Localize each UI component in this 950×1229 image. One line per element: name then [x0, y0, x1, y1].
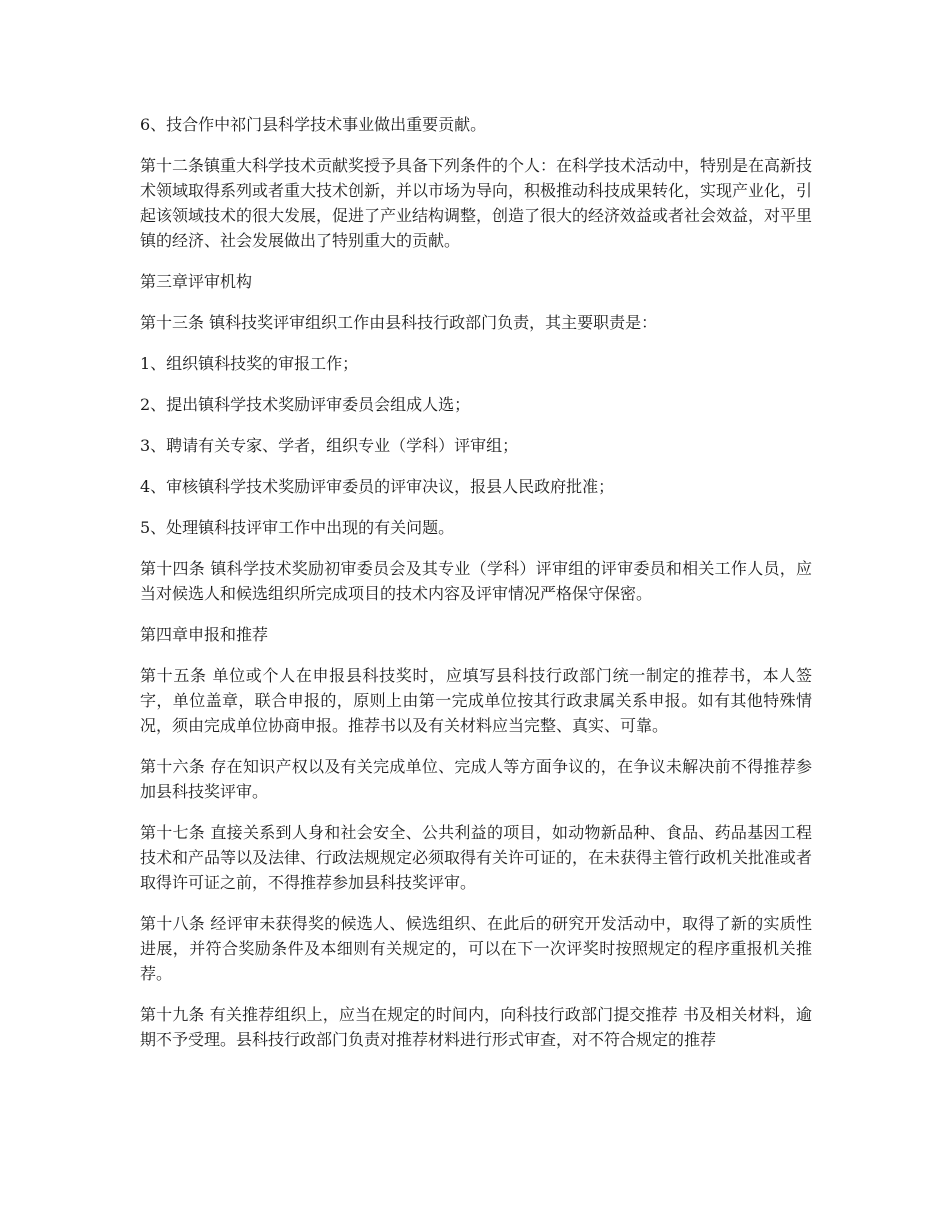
list-item: 5、处理镇科技评审工作中出现的有关问题。 — [140, 518, 455, 537]
paragraph: 第十六条 存在知识产权以及有关完成单位、完成人等方面争议的，在争议未解决前不得推荐参加县科技奖评审。 — [140, 757, 812, 801]
paragraph: 第十五条 单位或个人在申报县科技奖时，应填写县科技行政部门统一制定的推荐书，本人签字，单位盖章，联合申报的，原则上由第一完成单位按其行政隶属关系申报。如有其他特殊情况，须由完成单位协商申报。推荐书以及有关材料应当完整、真实、可靠。 — [140, 666, 812, 735]
paragraph: 6、技合作中祁门县科学技术事业做出重要贡献。 — [140, 115, 487, 134]
document-body — [140, 112, 812, 1068]
list-item: 3、聘请有关专家、学者，组织专业（学科）评审组； — [140, 436, 519, 455]
paragraph: 第十七条 直接关系到人身和社会安全、公共利益的项目，如动物新品种、食品、药品基因工程技术和产品等以及法律、行政法规规定必须取得有关许可证的，在未获得主管行政机关批准或者取得许可证之前，不得推荐参加县科技奖评审。 — [140, 823, 813, 892]
paragraph: 第十四条 镇科学技术奖励初审委员会及其专业（学科）评审组的评审委员和相关工作人员，应当对候选人和候选组织所完成项目的技术内容及评审情况严格保守保密。 — [140, 559, 812, 603]
paragraph: 第十三条 镇科技奖评审组织工作由县科技行政部门负责，其主要职责是： — [140, 313, 658, 332]
chapter-heading: 第四章申报和推荐 — [140, 625, 269, 644]
list-item: 4、审核镇科学技术奖励评审委员的评审决议，报县人民政府批准； — [140, 477, 615, 496]
list-item: 2、提出镇科学技术奖励评审委员会组成人选； — [140, 395, 471, 414]
paragraph: 第十八条 经评审未获得奖的候选人、候选组织、在此后的研究开发活动中，取得了新的实质性进展，并符合奖励条件及本细则有关规定的，可以在下一次评奖时按照规定的程序重报机关推荐。 — [140, 914, 812, 983]
paragraph: 第十九条 有关推荐组织上，应当在规定的时间内，向科技行政部门提交推荐 书及相关材料，逾期不予受理。县科技行政部门负责对推荐材料进行形式审查，对不符合规定的推荐 — [140, 1005, 812, 1049]
list-item: 1、组织镇科技奖的审报工作； — [140, 354, 359, 373]
paragraph: 第十二条镇重大科学技术贡献奖授予具备下列条件的个人：在科学技术活动中，特别是在高新技术领域取得系列或者重大技术创新，并以市场为导向，积极推动科技成果转化，实现产业化，引起该领域技术的很大发展，促进了产业结构调整，创造了很大的经济效益或者社会效益，对平里镇的经济、社会发展做出了特别重大的贡献。 — [140, 156, 813, 250]
chapter-heading: 第三章评审机构 — [140, 272, 253, 291]
